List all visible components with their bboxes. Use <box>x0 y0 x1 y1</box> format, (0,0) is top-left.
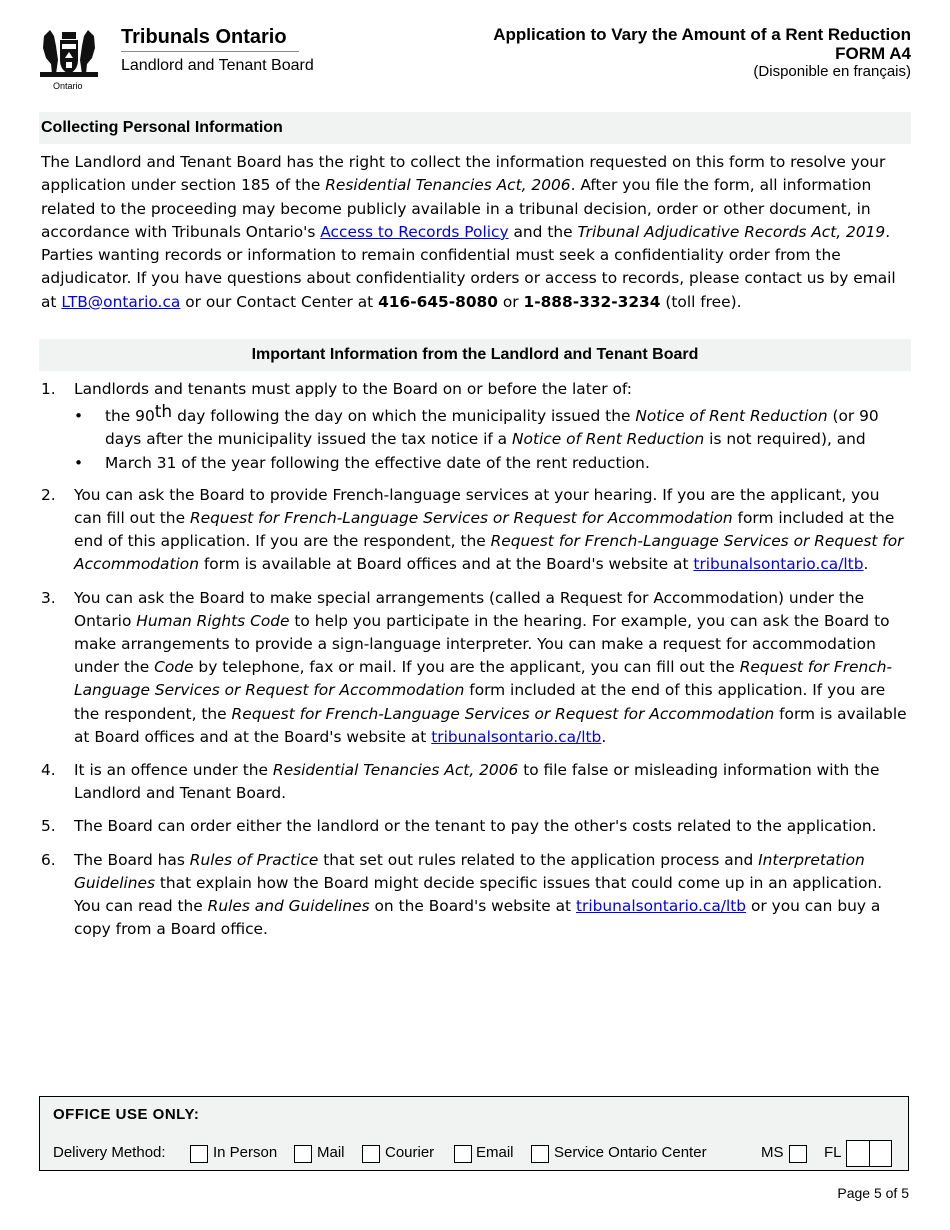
ltb-website-link[interactable]: tribunalsontario.ca/ltb <box>575 897 747 916</box>
ltb-email-link[interactable]: LTB@ontario.ca <box>61 292 181 311</box>
delivery-method-label: Delivery Method: <box>53 1144 166 1161</box>
bullet-item: • the 90th day following the day on which the municipality issued the Notice of Rent Reduction (or 90 days after the municipality issued the tax notice if a Notice of Rent Reduction is not required), and <box>74 402 879 449</box>
in-person-checkbox[interactable] <box>190 1145 208 1163</box>
page-number: Page 5 of 5 <box>837 1185 909 1201</box>
phone-local: 416-645-8080 <box>378 292 498 311</box>
form-title-block <box>493 25 911 80</box>
list-item: 6. The Board has Rules of Practice that set out rules related to the application process and Interpretation Guidelines that explain how the Board might decide specific issues that could come up in an application. You can read the Rules and Guidelines on the Board's website at tribunalsontario.ca/ltb or you can buy a copy from a Board office. <box>41 850 883 939</box>
list-item: 4. It is an offence under the Residential Tenancies Act, 2006 to file false or misleading information with the Landlord and Tenant Board. <box>41 761 880 803</box>
ltb-website-link[interactable]: tribunalsontario.ca/ltb <box>431 727 602 746</box>
mail-checkbox[interactable] <box>294 1145 312 1163</box>
in-person-label: In Person <box>213 1144 278 1161</box>
french-availability-note: (Disponible en français) <box>753 63 911 80</box>
office-use-box <box>39 1096 909 1171</box>
form-number: FORM A4 <box>835 44 911 63</box>
courier-label: Courier <box>385 1144 435 1161</box>
form-title: Application to Vary the Amount of a Rent Reduction <box>493 25 911 44</box>
mail-label: Mail <box>317 1144 345 1161</box>
ms-checkbox[interactable] <box>789 1145 807 1163</box>
header-divider <box>121 51 299 52</box>
logo-caption: Ontario <box>53 81 83 91</box>
email-label: Email <box>476 1144 514 1161</box>
courier-checkbox[interactable] <box>362 1145 380 1163</box>
collecting-info-heading: Collecting Personal Information <box>39 112 911 144</box>
access-to-records-policy-link[interactable]: Access to Records Policy <box>320 222 509 241</box>
ltb-website-link[interactable]: tribunalsontario.ca/ltb <box>693 555 864 574</box>
important-info-list <box>41 378 911 951</box>
fl-label: FL <box>824 1144 842 1161</box>
list-item: 5. The Board can order either the landlord or the tenant to pay the other's costs related to the application. <box>41 817 877 836</box>
service-ontario-checkbox[interactable] <box>531 1145 549 1163</box>
fl-input[interactable] <box>846 1140 892 1167</box>
service-ontario-label: Service Ontario Center <box>554 1144 707 1161</box>
list-item: 2. You can ask the Board to provide French-language services at your hearing. If you are the applicant, you can fill out the Request for French-Language Services or Request for Accommodation form included at the end of this application. If you are the respondent, the Request for French-Language Services or Request for Accommodation form is available at Board offices and at the Board's website at tribunalsontario.ca/ltb. <box>41 485 904 574</box>
list-item: 3. You can ask the Board to make special arrangements (called a Request for Accommodation) under the Ontario Human Rights Code to help you participate in the hearing. For example, you can ask the Board to make arrangements to provide a sign-language interpreter. You can make a request for accommodation under the Code by telephone, fax or mail. If you are the applicant, you can fill out the Request for French-Language Services or Request for Accommodation form included at the end of this application. If you are the respondent, the Request for French-Language Services or Request for Accommodation form is available at Board offices and at the Board's website at tribunalsontario.ca/ltb. <box>41 588 907 746</box>
organization-name: Tribunals Ontario <box>121 26 287 48</box>
board-name: Landlord and Tenant Board <box>121 57 314 74</box>
office-use-title: OFFICE USE ONLY: <box>53 1106 200 1123</box>
collecting-info-paragraph: The Landlord and Tenant Board has the right to collect the information requested on this form to resolve your application under section 185 of the Residential Tenancies Act, 2006. After you file the form, all information related to the proceeding may become publicly available in a tribunal decision, order or other document, in accordance with Tribunals Ontario's Access to Records Policy and the Tribunal Adjudicative Records Act, 2019. Parties wanting records or information to remain confidential must seek a confidentiality order from the adjudicator. If you have questions about confidentiality orders or access to records, please contact us by email at LTB@ontario.ca or our Contact Center at 416-645-8080 or 1-888-332-3234 (toll free). <box>41 153 896 311</box>
email-checkbox[interactable] <box>454 1145 472 1163</box>
bullet-item: • March 31 of the year following the effective date of the rent reduction. <box>74 453 650 472</box>
ms-label: MS <box>761 1144 784 1161</box>
list-item: 1. Landlords and tenants must apply to the Board on or before the later of: • the 90th day following the day on which the municipality issued the Notice of Rent Reduction (or 90 days after the municipality issued the tax notice if a Notice of Rent Reduction is not required), and • March 31 of the year following the effective date of the rent reduction. <box>41 378 911 475</box>
phone-toll-free: 1-888-332-3234 <box>523 292 661 311</box>
important-info-heading: Important Information from the Landlord and Tenant Board <box>39 339 911 371</box>
